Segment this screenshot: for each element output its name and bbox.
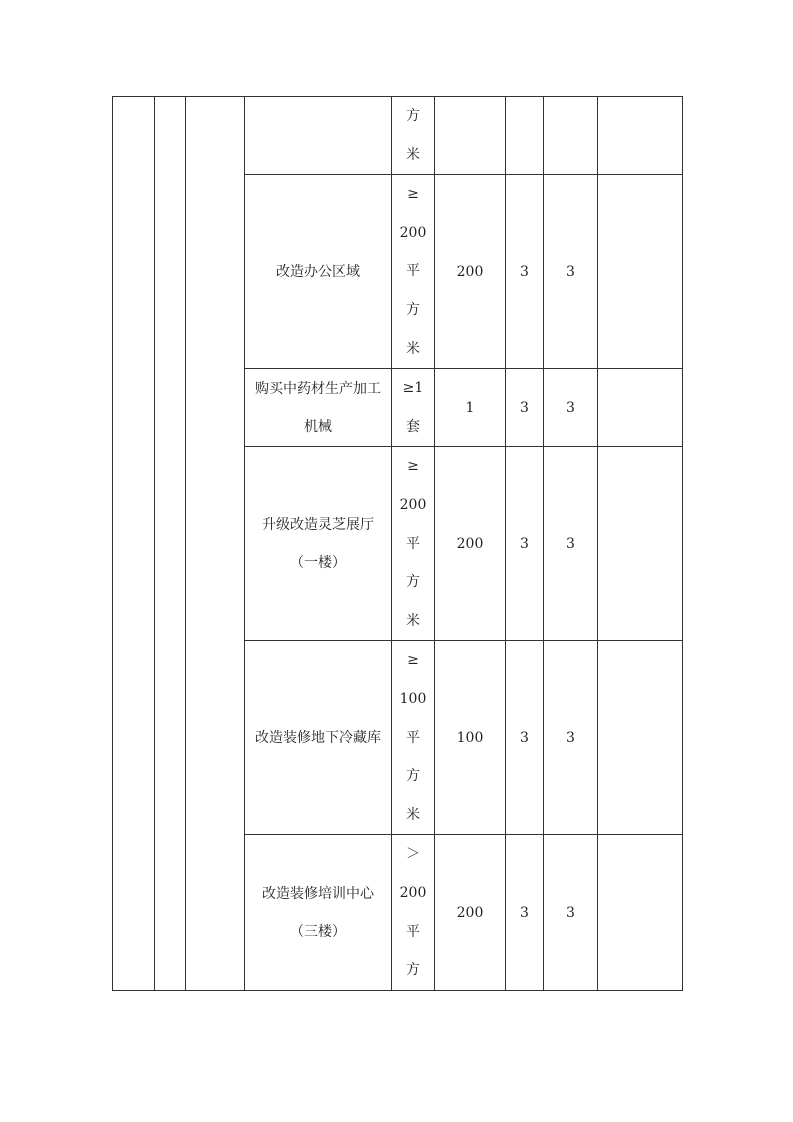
standard-line: 100 <box>399 690 427 707</box>
item-cell <box>245 97 392 175</box>
standard-line: 200 <box>399 224 427 241</box>
remark-cell <box>598 97 683 175</box>
subcategory-cell <box>155 97 186 991</box>
quantity-cell <box>435 97 506 175</box>
value-cell: 3 <box>506 175 544 369</box>
item-text: 机械 <box>304 418 332 435</box>
item-cell <box>245 447 392 641</box>
item-text: 改造装修培训中心 <box>262 885 374 902</box>
standard-line: ≥ <box>407 458 419 475</box>
standard-line: 米 <box>406 146 420 163</box>
group-cell <box>186 97 245 991</box>
project-table <box>112 96 683 991</box>
item-text: 升级改造灵芝展厅 <box>262 516 374 533</box>
remark-cell <box>598 835 683 990</box>
value-cell: 3 <box>544 447 598 641</box>
standard-line: 方 <box>406 962 420 979</box>
standard-line: 米 <box>406 806 420 823</box>
item-cell <box>245 369 392 447</box>
item-cell <box>245 641 392 835</box>
remark-cell <box>598 175 683 369</box>
table-row <box>113 97 683 175</box>
item-text: 改造办公区域 <box>276 263 360 280</box>
category-cell <box>113 97 155 991</box>
value-cell: 3 <box>544 835 598 990</box>
item-text: 购买中药材生产加工 <box>255 380 381 397</box>
item-text: （三楼） <box>290 923 346 940</box>
quantity-cell: 1 <box>435 369 506 447</box>
standard-cell <box>392 835 435 990</box>
remark-cell <box>598 369 683 447</box>
standard-line: ≥1 <box>402 380 424 397</box>
value-cell: 3 <box>544 175 598 369</box>
standard-line: ≥ <box>407 652 419 669</box>
standard-line: ≥ <box>407 186 419 203</box>
standard-line: 平 <box>406 535 420 552</box>
standard-line: 平 <box>406 923 420 940</box>
value-cell: 3 <box>506 369 544 447</box>
standard-cell <box>392 369 435 447</box>
standard-line: ＞ <box>406 846 420 863</box>
standard-line: 200 <box>399 496 427 513</box>
standard-line: 米 <box>406 340 420 357</box>
standard-line: 方 <box>406 768 420 785</box>
remark-cell <box>598 641 683 835</box>
value-cell: 3 <box>506 835 544 990</box>
standard-line: 米 <box>406 612 420 629</box>
item-text: 改造装修地下冷藏库 <box>255 729 381 746</box>
item-cell <box>245 175 392 369</box>
remark-cell <box>598 447 683 641</box>
quantity-cell: 200 <box>435 835 506 990</box>
standard-cell <box>392 641 435 835</box>
item-text: （一楼） <box>290 554 346 571</box>
standard-line: 方 <box>406 108 420 124</box>
value-cell: 3 <box>506 447 544 641</box>
item-cell <box>245 835 392 990</box>
standard-cell <box>392 97 435 175</box>
standard-cell <box>392 175 435 369</box>
value-cell <box>506 97 544 175</box>
standard-line: 平 <box>406 729 420 746</box>
standard-line: 平 <box>406 263 420 280</box>
quantity-cell: 200 <box>435 175 506 369</box>
value-cell: 3 <box>544 369 598 447</box>
quantity-cell: 100 <box>435 641 506 835</box>
standard-cell <box>392 447 435 641</box>
standard-line: 方 <box>406 301 420 318</box>
quantity-cell: 200 <box>435 447 506 641</box>
value-cell: 3 <box>544 641 598 835</box>
value-cell <box>544 97 598 175</box>
standard-line: 200 <box>399 884 427 901</box>
standard-line: 方 <box>406 574 420 591</box>
value-cell: 3 <box>506 641 544 835</box>
standard-line: 套 <box>406 418 420 435</box>
